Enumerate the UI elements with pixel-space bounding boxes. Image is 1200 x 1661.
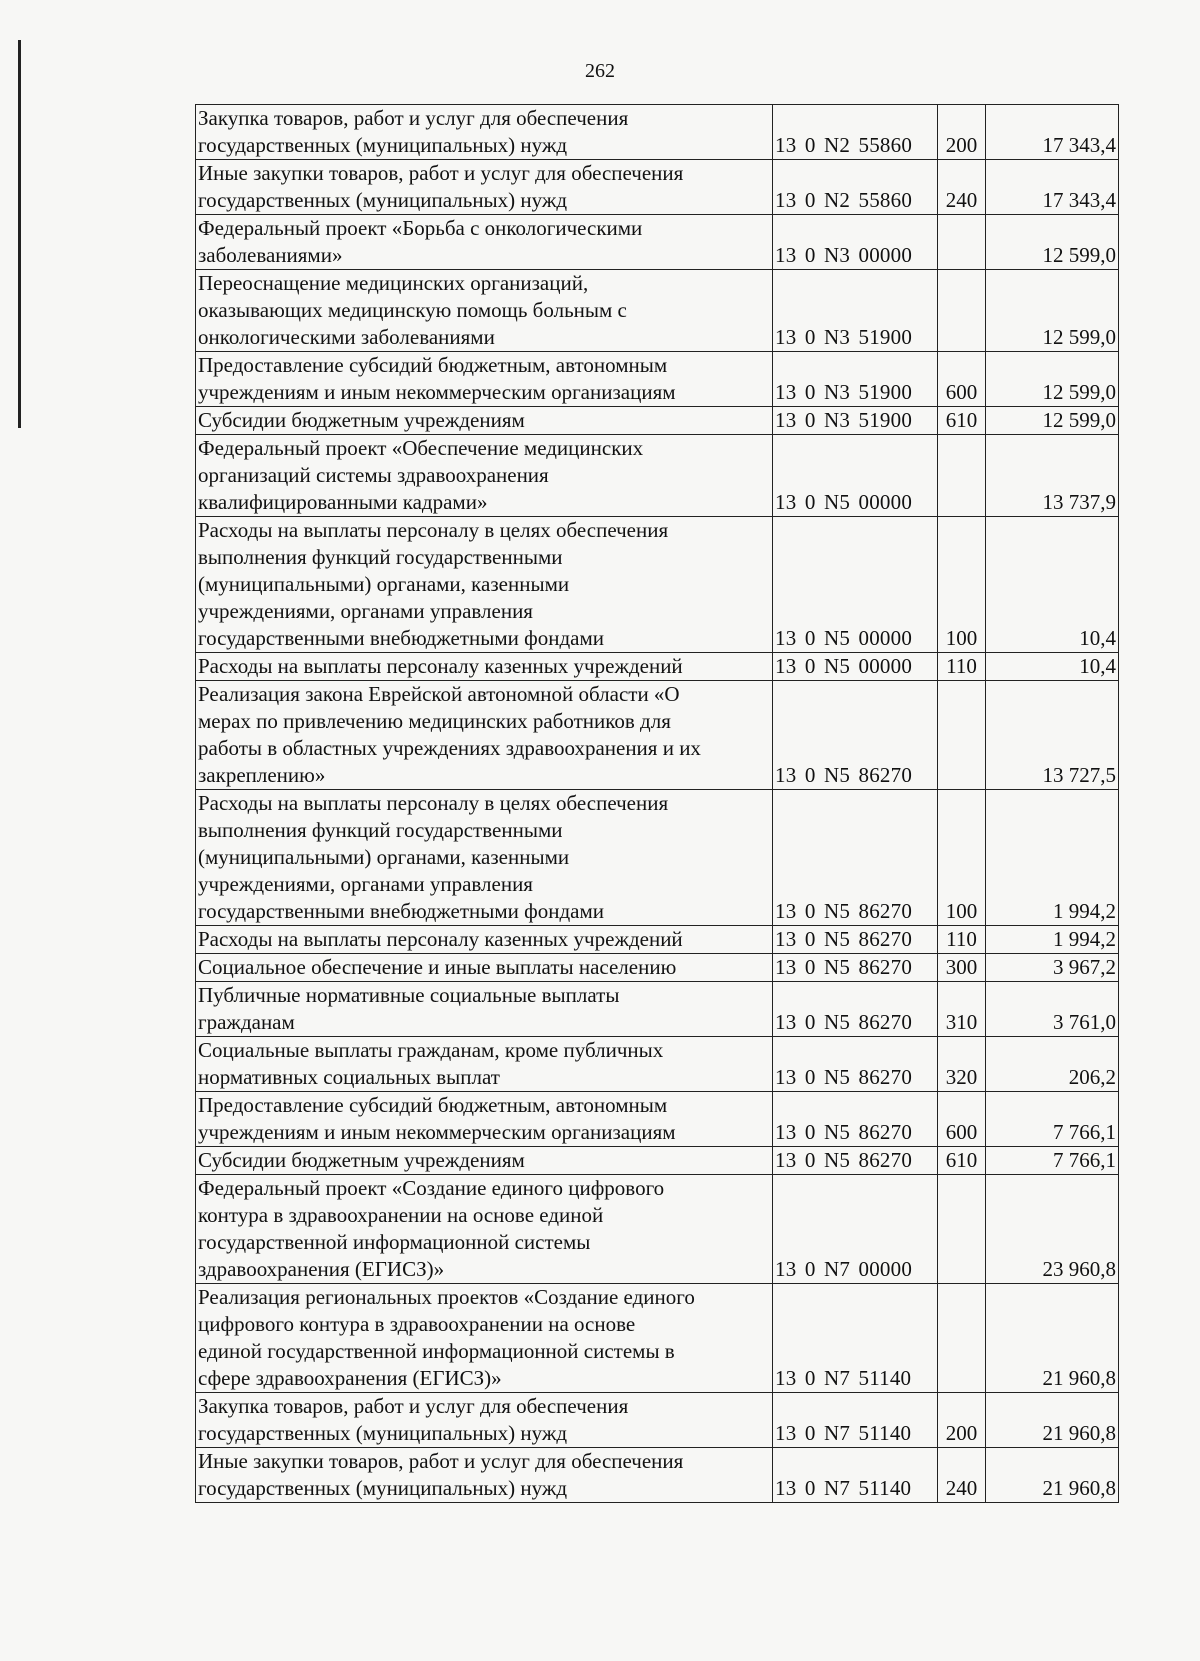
- expense-type-cell: 100: [938, 517, 986, 653]
- target-code-cell: 13 0 N7 51140: [773, 1448, 938, 1503]
- expense-name-cell: Закупка товаров, работ и услуг для обеспечения государственных (муниципальных) нужд: [196, 105, 773, 160]
- table-row: [196, 435, 1119, 517]
- expense-name-cell: Переоснащение медицинских организаций, оказывающих медицинскую помощь больным с онкологическими заболеваниями: [196, 270, 773, 352]
- target-code-cell: 13 0 N3 51900: [773, 407, 938, 435]
- target-code-cell: 13 0 N5 86270: [773, 954, 938, 982]
- target-code-cell: 13 0 N3 00000: [773, 215, 938, 270]
- target-code-cell: 13 0 N2 55860: [773, 160, 938, 215]
- table-row: [196, 105, 1119, 160]
- amount-cell: 17 343,4: [986, 160, 1119, 215]
- target-code-cell: 13 0 N5 86270: [773, 982, 938, 1037]
- expense-type-cell: [938, 1284, 986, 1393]
- target-code-cell: 13 0 N7 00000: [773, 1175, 938, 1284]
- target-code-cell: 13 0 N5 86270: [773, 790, 938, 926]
- amount-cell: 7 766,1: [986, 1092, 1119, 1147]
- amount-cell: 12 599,0: [986, 270, 1119, 352]
- amount-cell: 3 761,0: [986, 982, 1119, 1037]
- budget-table-body: [196, 105, 1119, 1503]
- amount-cell: 17 343,4: [986, 105, 1119, 160]
- amount-cell: 3 967,2: [986, 954, 1119, 982]
- table-row: [196, 982, 1119, 1037]
- amount-cell: 12 599,0: [986, 352, 1119, 407]
- table-row: [196, 926, 1119, 954]
- amount-cell: 12 599,0: [986, 215, 1119, 270]
- expense-name-cell: Расходы на выплаты персоналу казенных учреждений: [196, 653, 773, 681]
- expense-type-cell: 320: [938, 1037, 986, 1092]
- table-row: [196, 352, 1119, 407]
- expense-type-cell: 200: [938, 105, 986, 160]
- table-row: [196, 954, 1119, 982]
- expense-name-cell: Расходы на выплаты персоналу в целях обеспечения выполнения функций государственными (муниципальными) органами, казенными учреждениями, органами управления государственными внебюджетными фондами: [196, 790, 773, 926]
- budget-sheet: [195, 104, 1118, 1503]
- expense-type-cell: 110: [938, 653, 986, 681]
- target-code-cell: 13 0 N3 51900: [773, 270, 938, 352]
- expense-type-cell: 240: [938, 160, 986, 215]
- target-code-cell: 13 0 N7 51140: [773, 1284, 938, 1393]
- amount-cell: 13 737,9: [986, 435, 1119, 517]
- expense-name-cell: Федеральный проект «Создание единого цифрового контура в здравоохранении на основе единой государственной информационной системы здравоохранения (ЕГИСЗ)»: [196, 1175, 773, 1284]
- table-row: [196, 1284, 1119, 1393]
- target-code-cell: 13 0 N3 51900: [773, 352, 938, 407]
- table-row: [196, 1393, 1119, 1448]
- expense-name-cell: Расходы на выплаты персоналу казенных учреждений: [196, 926, 773, 954]
- table-row: [196, 517, 1119, 653]
- expense-type-cell: 200: [938, 1393, 986, 1448]
- amount-cell: 1 994,2: [986, 926, 1119, 954]
- expense-name-cell: Закупка товаров, работ и услуг для обеспечения государственных (муниципальных) нужд: [196, 1393, 773, 1448]
- expense-name-cell: Реализация региональных проектов «Создание единого цифрового контура в здравоохранении на основе единой государственной информационной системы в сфере здравоохранения (ЕГИСЗ)»: [196, 1284, 773, 1393]
- expense-name-cell: Социальные выплаты гражданам, кроме публичных нормативных социальных выплат: [196, 1037, 773, 1092]
- page-number: 262: [585, 60, 615, 82]
- amount-cell: 23 960,8: [986, 1175, 1119, 1284]
- amount-cell: 10,4: [986, 517, 1119, 653]
- table-row: [196, 1175, 1119, 1284]
- amount-cell: 21 960,8: [986, 1448, 1119, 1503]
- expense-name-cell: Иные закупки товаров, работ и услуг для обеспечения государственных (муниципальных) нужд: [196, 160, 773, 215]
- expense-name-cell: Публичные нормативные социальные выплаты гражданам: [196, 982, 773, 1037]
- expense-name-cell: Субсидии бюджетным учреждениям: [196, 1147, 773, 1175]
- target-code-cell: 13 0 N7 51140: [773, 1393, 938, 1448]
- table-row: [196, 790, 1119, 926]
- expense-name-cell: Федеральный проект «Борьба с онкологическими заболеваниями»: [196, 215, 773, 270]
- expense-type-cell: [938, 270, 986, 352]
- target-code-cell: 13 0 N5 86270: [773, 1147, 938, 1175]
- amount-cell: 21 960,8: [986, 1284, 1119, 1393]
- expense-name-cell: Федеральный проект «Обеспечение медицинских организаций системы здравоохранения квалифицированными кадрами»: [196, 435, 773, 517]
- amount-cell: 10,4: [986, 653, 1119, 681]
- target-code-cell: 13 0 N5 00000: [773, 435, 938, 517]
- expense-name-cell: Реализация закона Еврейской автономной области «О мерах по привлечению медицинских работников для работы в областных учреждениях здравоохранения и их закреплению»: [196, 681, 773, 790]
- target-code-cell: 13 0 N5 00000: [773, 653, 938, 681]
- table-row: [196, 681, 1119, 790]
- table-row: [196, 1147, 1119, 1175]
- table-row: [196, 1092, 1119, 1147]
- expense-type-cell: 100: [938, 790, 986, 926]
- table-row: [196, 653, 1119, 681]
- expense-name-cell: Предоставление субсидий бюджетным, автономным учреждениям и иным некоммерческим организациям: [196, 1092, 773, 1147]
- amount-cell: 206,2: [986, 1037, 1119, 1092]
- table-row: [196, 160, 1119, 215]
- expense-type-cell: 240: [938, 1448, 986, 1503]
- expense-type-cell: [938, 681, 986, 790]
- expense-name-cell: Социальное обеспечение и иные выплаты населению: [196, 954, 773, 982]
- table-row: [196, 407, 1119, 435]
- expense-name-cell: Иные закупки товаров, работ и услуг для обеспечения государственных (муниципальных) нужд: [196, 1448, 773, 1503]
- expense-type-cell: 110: [938, 926, 986, 954]
- expense-type-cell: 310: [938, 982, 986, 1037]
- target-code-cell: 13 0 N5 86270: [773, 926, 938, 954]
- expense-type-cell: 300: [938, 954, 986, 982]
- table-row: [196, 1448, 1119, 1503]
- expense-type-cell: 610: [938, 1147, 986, 1175]
- expense-type-cell: [938, 215, 986, 270]
- target-code-cell: 13 0 N2 55860: [773, 105, 938, 160]
- target-code-cell: 13 0 N5 00000: [773, 517, 938, 653]
- expense-type-cell: [938, 435, 986, 517]
- margin-rule: [18, 40, 21, 428]
- amount-cell: 1 994,2: [986, 790, 1119, 926]
- expense-name-cell: Расходы на выплаты персоналу в целях обеспечения выполнения функций государственными (муниципальными) органами, казенными учреждениями, органами управления государственными внебюджетными фондами: [196, 517, 773, 653]
- amount-cell: 7 766,1: [986, 1147, 1119, 1175]
- expense-type-cell: 600: [938, 352, 986, 407]
- amount-cell: 21 960,8: [986, 1393, 1119, 1448]
- table-row: [196, 1037, 1119, 1092]
- amount-cell: 12 599,0: [986, 407, 1119, 435]
- table-row: [196, 270, 1119, 352]
- expense-type-cell: 600: [938, 1092, 986, 1147]
- amount-cell: 13 727,5: [986, 681, 1119, 790]
- expense-name-cell: Предоставление субсидий бюджетным, автономным учреждениям и иным некоммерческим организациям: [196, 352, 773, 407]
- target-code-cell: 13 0 N5 86270: [773, 1037, 938, 1092]
- expense-type-cell: [938, 1175, 986, 1284]
- target-code-cell: 13 0 N5 86270: [773, 681, 938, 790]
- table-row: [196, 215, 1119, 270]
- target-code-cell: 13 0 N5 86270: [773, 1092, 938, 1147]
- expense-name-cell: Субсидии бюджетным учреждениям: [196, 407, 773, 435]
- budget-table: [195, 104, 1119, 1503]
- expense-type-cell: 610: [938, 407, 986, 435]
